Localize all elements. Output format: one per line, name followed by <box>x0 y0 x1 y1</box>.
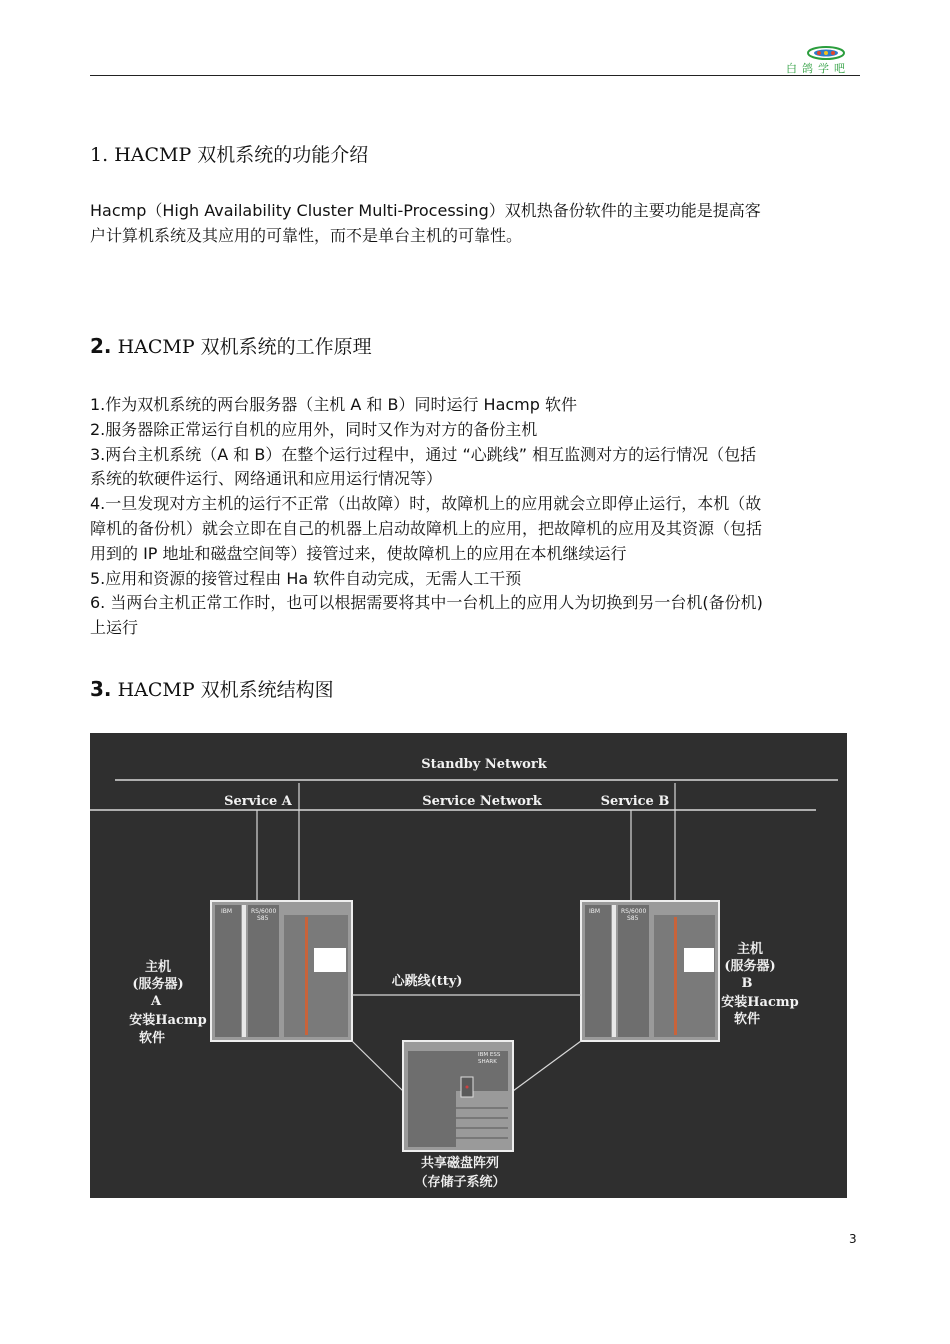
section-number: 1. <box>90 144 109 166</box>
paragraph-line: 户计算机系统及其应用的可靠性，而不是单台主机的可靠性。 <box>90 225 523 245</box>
section-number: 3. <box>90 677 112 701</box>
section-3-heading <box>90 675 334 702</box>
server-model: RS/6000 <box>251 908 277 915</box>
heartbeat-label: 心跳线(tty) <box>391 974 463 989</box>
logo-mark-icon <box>806 46 846 60</box>
host-b-label: 软件 <box>733 1012 761 1027</box>
paragraph-line: 3.两台主机系统（A 和 B）在整个运行过程中，通过 “心跳线” 相互监测对方的运行情况（包括 <box>90 444 757 464</box>
section-title: HACMP 双机系统结构图 <box>117 679 334 701</box>
paragraph-line: 6. 当两台主机正常工作时，也可以根据需要将其中一台机上的应用人为切换到另一台机(备份机) <box>90 593 763 613</box>
host-b-label: 安装Hacmp <box>721 995 799 1010</box>
standby-network-label: Standby Network <box>421 757 547 772</box>
section-title: HACMP 双机系统的工作原理 <box>117 336 372 358</box>
paragraph-line: 障机的备份机）就会立即在自己的机器上启动故障机上的应用，把故障机的应用及其资源（包括 <box>90 518 763 538</box>
server-a <box>211 901 352 1041</box>
service-network-label: Service Network <box>422 794 542 809</box>
paragraph-line: 系统的软硬件运行、网络通讯和应用运行情况等） <box>90 469 443 489</box>
section-2-heading <box>90 332 372 359</box>
server-model: S85 <box>257 915 269 922</box>
paragraph-line: Hacmp（High Availability Cluster Multi-Processing）双机热备份软件的主要功能是提高客 <box>90 201 761 220</box>
storage-label: 共享磁盘阵列 <box>420 1156 500 1171</box>
paragraph-line: 5.应用和资源的接管过程由 Ha 软件自动完成，无需人工干预 <box>90 568 522 588</box>
section-2-body <box>90 393 865 641</box>
section-title: HACMP 双机系统的功能介绍 <box>114 144 369 166</box>
header-rule <box>90 75 860 76</box>
logo-text: 白鸽学吧 <box>786 62 850 75</box>
section-1-body <box>90 199 865 249</box>
paragraph-line: 4.一旦发现对方主机的运行不正常（出故障）时，故障机上的应用就会立即停止运行，本机（故 <box>90 494 762 514</box>
server-model: RS/6000 <box>621 908 647 915</box>
page-number: 3 <box>849 1232 857 1246</box>
storage-label: （存储子系统） <box>414 1175 506 1190</box>
server-b <box>581 901 719 1041</box>
storage-brand: IBM ESS <box>478 1052 501 1058</box>
section-1-heading <box>90 140 368 167</box>
host-a-label: A <box>150 994 162 1009</box>
section-number: 2. <box>90 334 112 358</box>
host-b-label: B <box>741 976 753 991</box>
logo <box>786 46 860 74</box>
service-a-label: Service A <box>224 794 292 809</box>
host-a-label: (服务器) <box>132 977 184 992</box>
paragraph-line: 1.作为双机系统的两台服务器（主机 A 和 B）同时运行 Hacmp 软件 <box>90 395 577 414</box>
host-a-label: 软件 <box>138 1031 166 1046</box>
server-brand: IBM <box>221 908 233 915</box>
paragraph-line: 2.服务器除正常运行自机的应用外，同时又作为对方的备份主机 <box>90 419 538 439</box>
server-model: S85 <box>627 915 639 922</box>
server-brand: IBM <box>589 908 601 915</box>
service-b-label: Service B <box>600 794 670 809</box>
shared-storage <box>403 1041 513 1151</box>
storage-brand: SHARK <box>478 1059 497 1065</box>
paragraph-line: 用到的 IP 地址和磁盘空间等）接管过来，使故障机上的应用在本机继续运行 <box>90 543 627 563</box>
host-a-label: 主机 <box>144 960 172 975</box>
paragraph-line: 上运行 <box>90 618 139 638</box>
host-b-label: (服务器) <box>724 959 776 974</box>
hacmp-architecture-diagram <box>90 733 847 1198</box>
host-a-label: 安装Hacmp <box>129 1013 207 1028</box>
host-b-label: 主机 <box>736 942 764 957</box>
